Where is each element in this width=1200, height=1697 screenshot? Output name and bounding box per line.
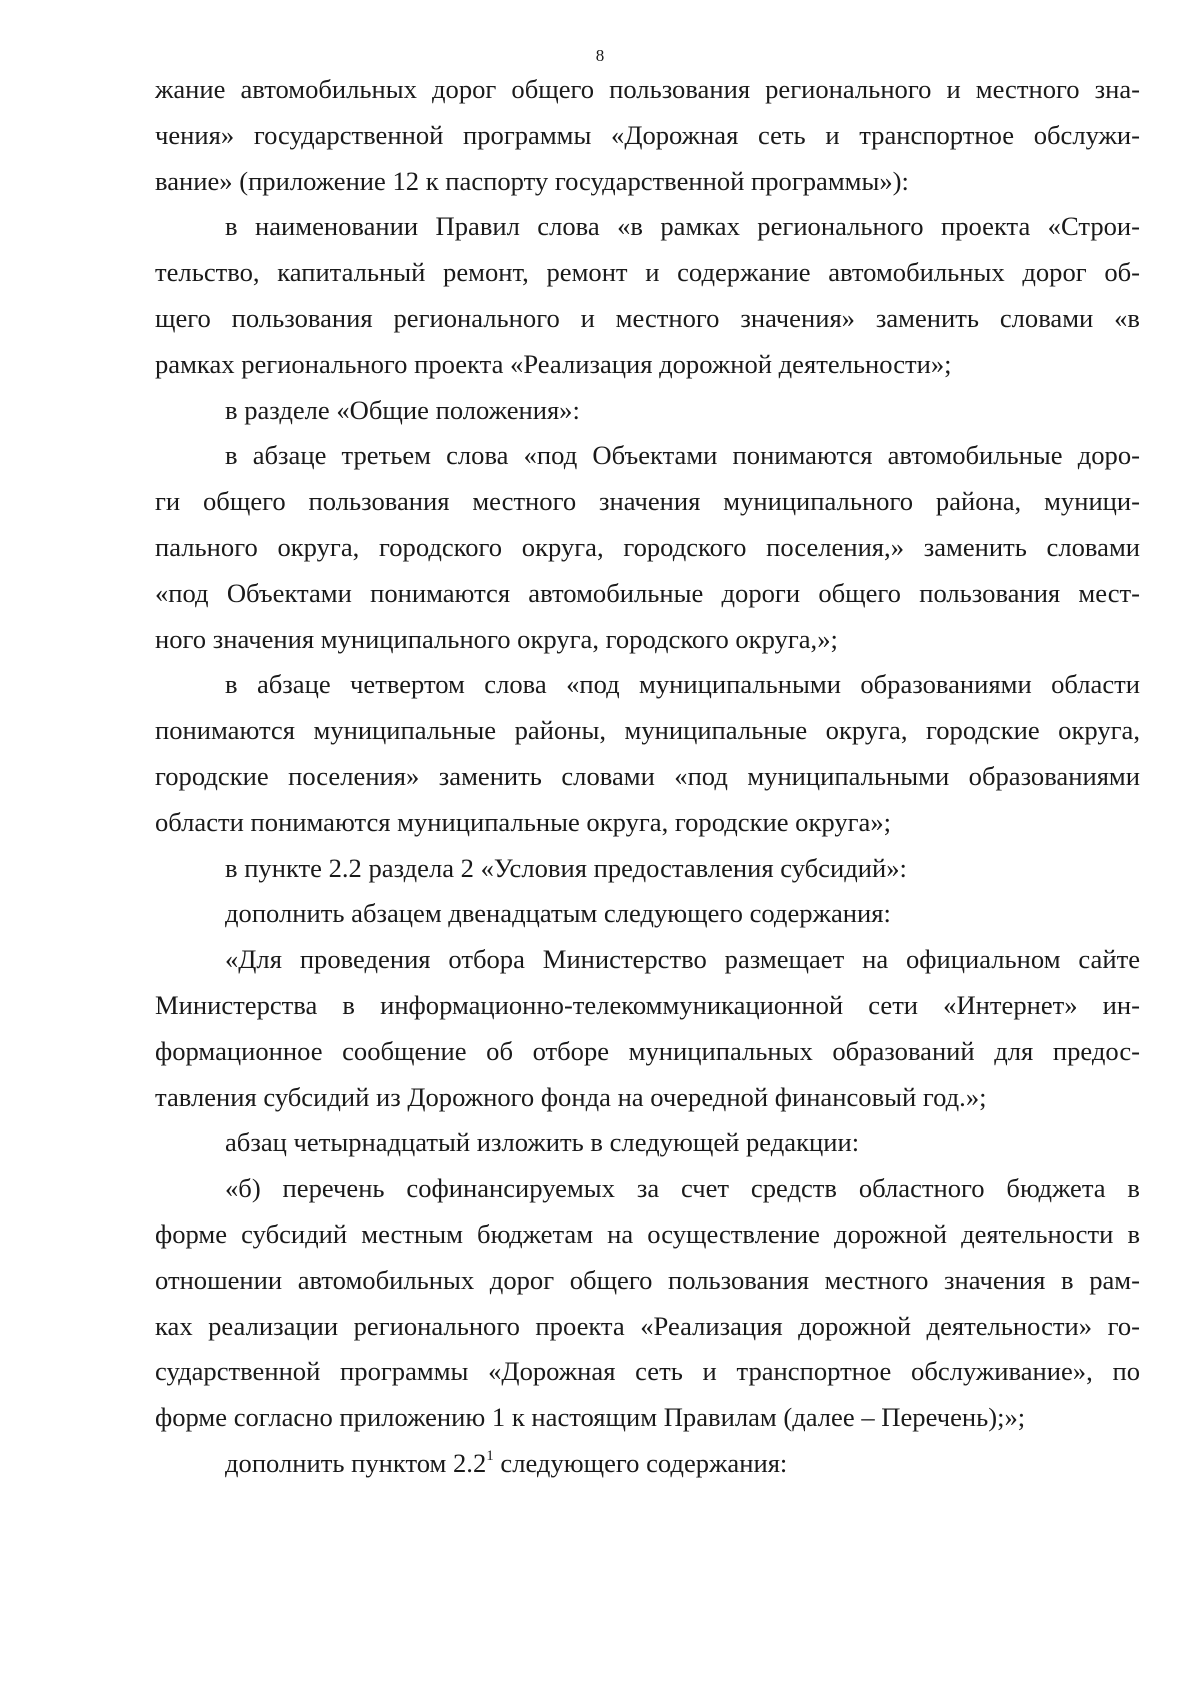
text-line: пального округа, городского округа, городского поселения,» заменить словами <box>155 532 1140 562</box>
text-line: области понимаются муниципальные округа, городские округа»; <box>155 807 892 837</box>
text-line: форме субсидий местным бюджетам на осуществление дорожной деятельности в <box>155 1219 1140 1249</box>
text-line: в пункте 2.2 раздела 2 «Условия предоставления субсидий»: <box>225 853 907 883</box>
text-line: ги общего пользования местного значения муниципального района, муници- <box>155 486 1140 516</box>
text-line-final <box>225 1447 787 1479</box>
text-line: в абзаце третьем слова «под Объектами понимаются автомобильные доро- <box>225 440 1140 470</box>
text-line: рамках регионального проекта «Реализация дорожной деятельности»; <box>155 349 952 379</box>
final-line-text: дополнить пунктом 2.2 <box>225 1448 487 1478</box>
text-line: дополнить абзацем двенадцатым следующего содержания: <box>225 898 891 928</box>
page-number: 8 <box>595 46 605 65</box>
text-line: понимаются муниципальные районы, муниципальные округа, городские округа, <box>155 715 1140 745</box>
text-line: отношении автомобильных дорог общего пользования местного значения в рам- <box>155 1265 1140 1295</box>
text-line: в абзаце четвертом слова «под муниципальными образованиями области <box>225 669 1140 699</box>
text-line: в наименовании Правил слова «в рамках регионального проекта «Строи- <box>225 211 1140 241</box>
text-line: щего пользования регионального и местного значения» заменить словами «в <box>155 303 1140 333</box>
text-line: формационное сообщение об отборе муниципальных образований для предос- <box>155 1036 1140 1066</box>
text-line: тавления субсидий из Дорожного фонда на очередной финансовый год.»; <box>155 1082 987 1112</box>
text-line: абзац четырнадцатый изложить в следующей редакции: <box>225 1127 860 1157</box>
text-line: форме согласно приложению 1 к настоящим Правилам (далее – Перечень);»; <box>155 1402 1026 1432</box>
text-line: вание» (приложение 12 к паспорту государственной программы»): <box>155 166 909 196</box>
text-line: «Для проведения отбора Министерство размещает на официальном сайте <box>225 944 1140 974</box>
text-line: «под Объектами понимаются автомобильные дороги общего пользования мест- <box>155 578 1140 608</box>
text-line: жание автомобильных дорог общего пользования регионального и местного зна- <box>155 74 1140 104</box>
text-line: городские поселения» заменить словами «под муниципальными образованиями <box>155 761 1140 791</box>
text-line: тельство, капитальный ремонт, ремонт и содержание автомобильных дорог об- <box>155 257 1140 287</box>
text-line: ного значения муниципального округа, городского округа,»; <box>155 624 838 654</box>
text-line: в разделе «Общие положения»: <box>225 395 580 425</box>
text-line: Министерства в информационно-телекоммуникационной сети «Интернет» ин- <box>155 990 1140 1020</box>
text-line: ках реализации регионального проекта «Реализация дорожной деятельности» го- <box>155 1311 1140 1341</box>
text-line: чения» государственной программы «Дорожная сеть и транспортное обслужи- <box>155 120 1140 150</box>
final-line-text-tail: следующего содержания: <box>493 1448 788 1478</box>
superscript-marker: 1 <box>486 1448 494 1464</box>
text-line: сударственной программы «Дорожная сеть и транспортное обслуживание», по <box>155 1356 1140 1386</box>
text-line: «б) перечень софинансируемых за счет средств областного бюджета в <box>225 1173 1140 1203</box>
